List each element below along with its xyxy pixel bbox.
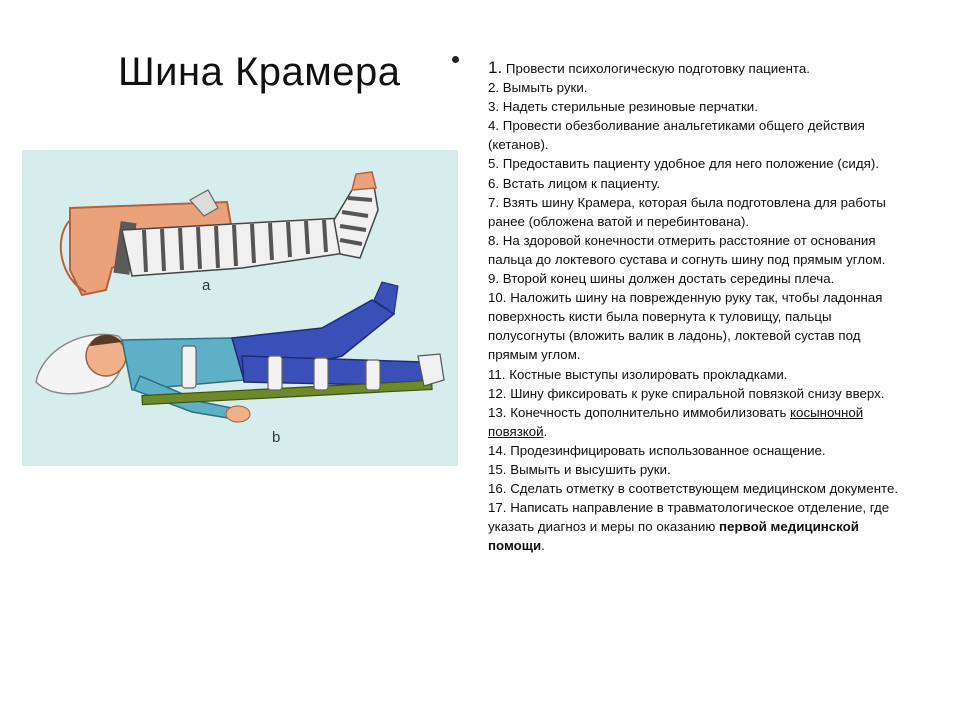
procedure-steps <box>488 58 908 555</box>
first-aid-emphasis: первой медицинской помощи <box>488 519 859 554</box>
step-3: 3. Надеть стерильные резиновые перчатки. <box>488 99 758 115</box>
slide-title: Шина Крамера <box>118 50 401 94</box>
step-16: 16. Сделать отметку в соответствующем медицинском документе. <box>488 481 899 497</box>
step-10: 10. Наложить шину на поврежденную руку так, чтобы ладонная поверхность кисти была повернута к туловищу, пальцы полусогнуты (вложить валик в ладонь), локтевой сустав под прямым углом. <box>488 290 883 363</box>
step-17: 17. Написать направление в травматологическое отделение, где указать диагноз и меры по оказанию первой медицинской помощи. <box>488 500 890 554</box>
step-12: 12. Шину фиксировать к руке спиральной повязкой снизу вверх. <box>488 385 885 401</box>
step-7: 7. Взять шину Крамера, которая была подготовлена для работы ранее (обложена ватой и перебинтована). <box>488 194 886 229</box>
step-4: 4. Провести обезболивание анальгетиками общего действия (кетанов). <box>488 118 865 153</box>
step-9: 9. Второй конец шины должен достать середины плеча. <box>488 271 835 287</box>
step-13: 13. Конечность дополнительно иммобилизовать косыночной повязкой. <box>488 404 864 439</box>
step-5: 5. Предоставить пациенту удобное для него положение (сидя). <box>488 156 879 172</box>
step-8: 8. На здоровой конечности отмерить расстояние от основания пальца до локтевого сустава и согнуть шину под прямым углом. <box>488 232 886 267</box>
figure-label-b: b <box>272 429 281 446</box>
step-15: 15. Вымыть и высушить руки. <box>488 461 671 477</box>
sling-bandage-link[interactable]: косыночной повязкой <box>488 404 864 439</box>
step-6: 6. Встать лицом к пациенту. <box>488 175 661 191</box>
bullet-dot <box>452 56 459 63</box>
step-11: 11. Костные выступы изолировать прокладками. <box>488 366 788 382</box>
step-2: 2. Вымыть руки. <box>488 80 588 96</box>
cramer-splint-illustration <box>22 150 458 466</box>
step-1: 1. Провести психологическую подготовку пациента. <box>488 58 810 77</box>
figure-label-a: a <box>202 277 211 294</box>
step-14: 14. Продезинфицировать использованное оснащение. <box>488 442 826 458</box>
